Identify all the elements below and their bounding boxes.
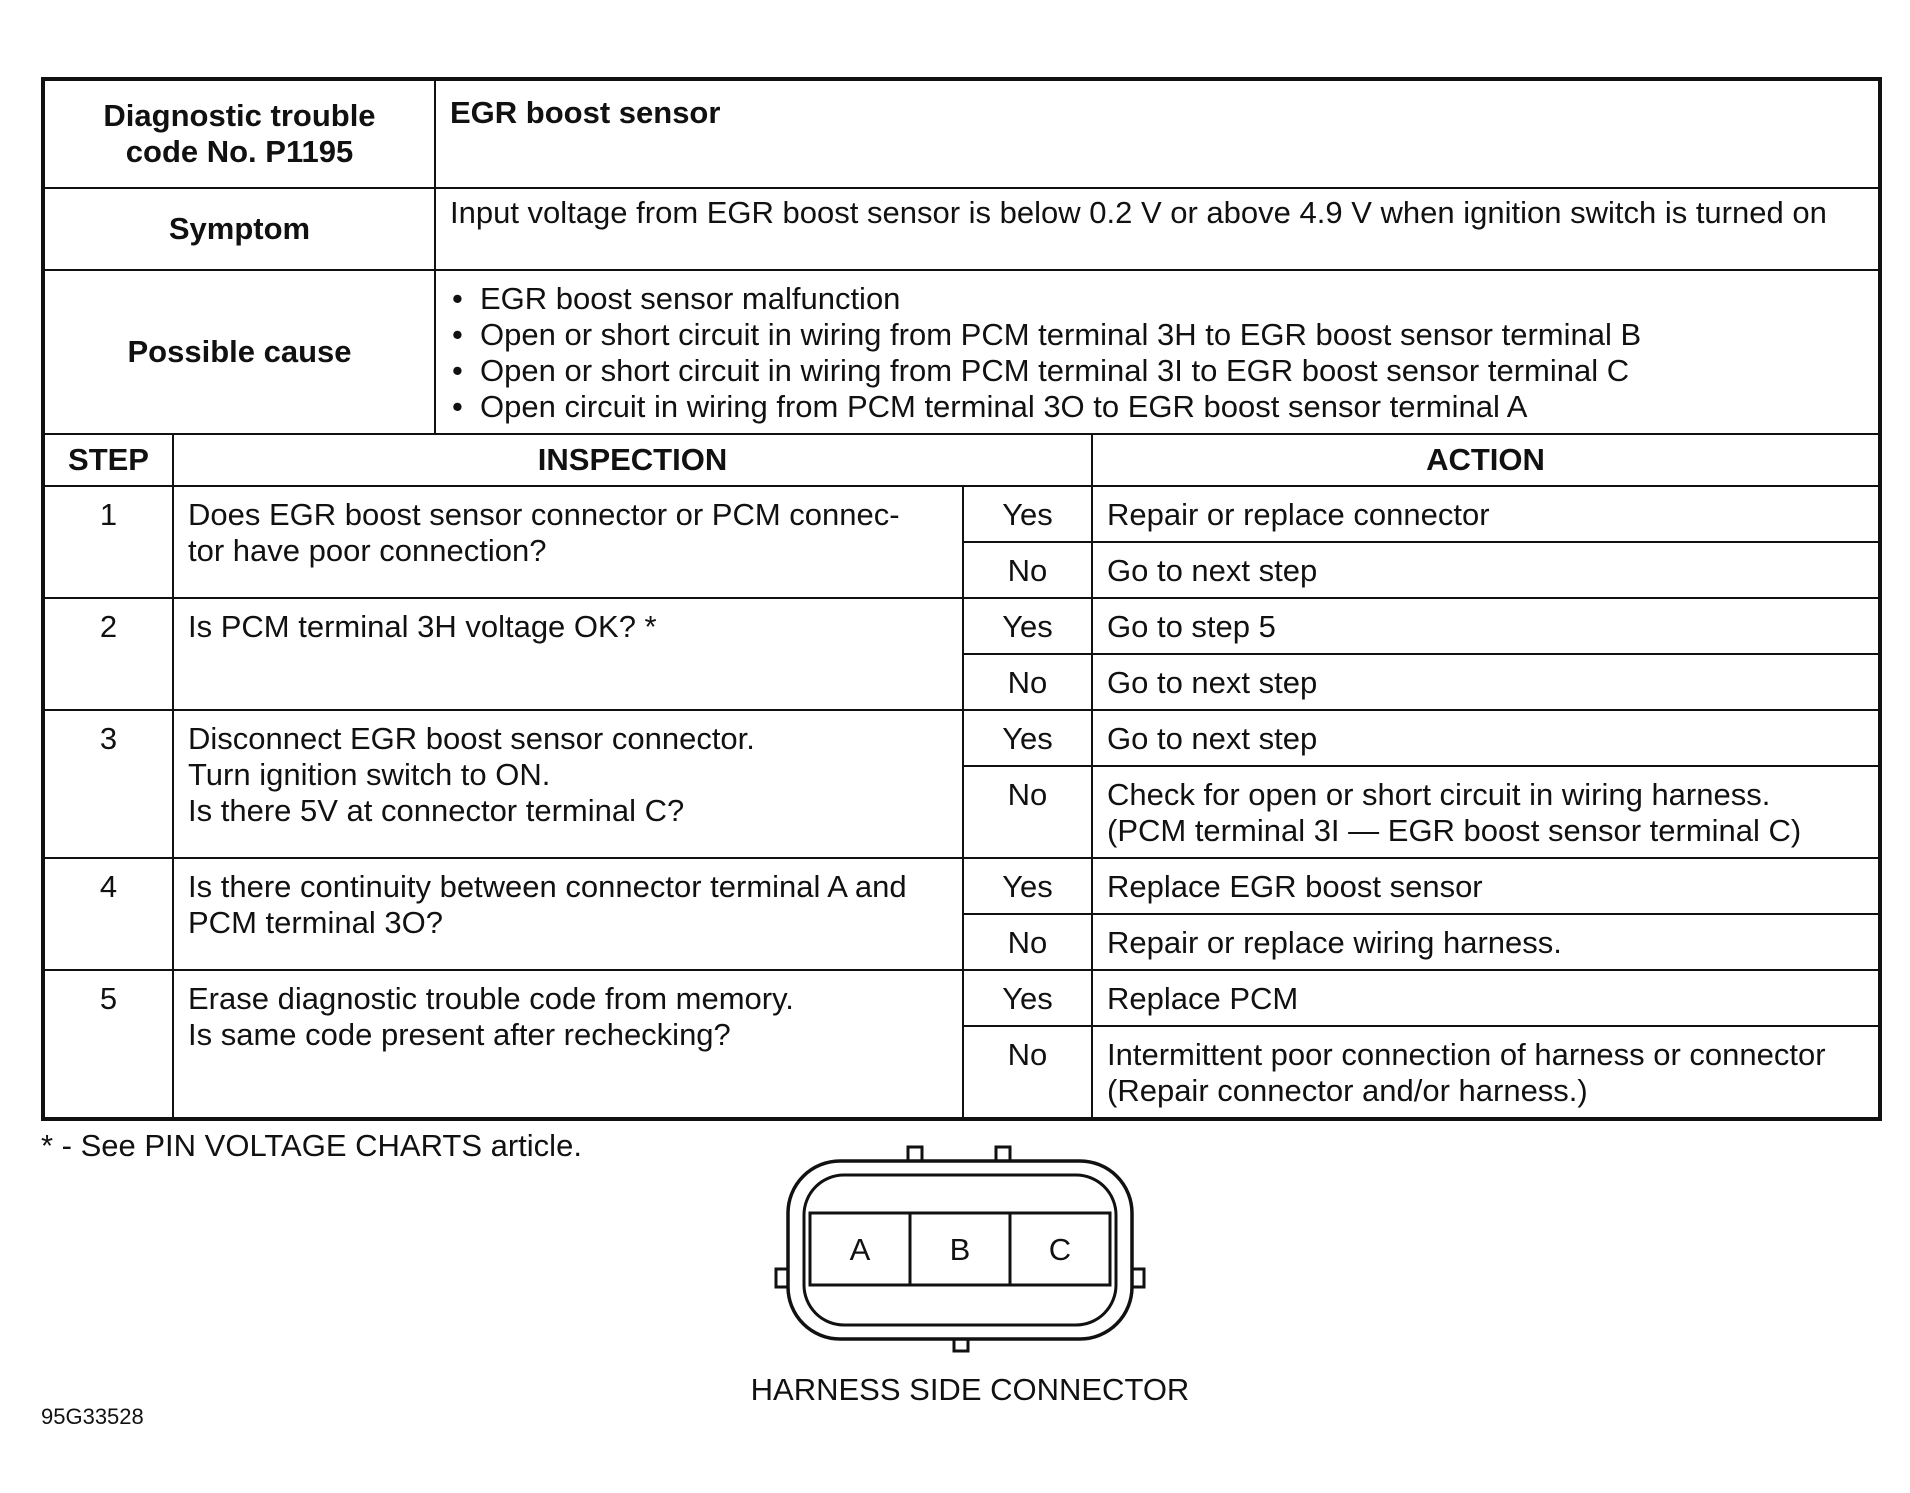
cause-item: • Open circuit in wiring from PCM terminal 3O to EGR boost sensor terminal A [450, 389, 1864, 425]
inspection-line: Turn ignition switch to ON. [188, 757, 551, 792]
dtc-row [43, 79, 1880, 188]
connector-tab [996, 1147, 1010, 1161]
connector-tab [776, 1269, 788, 1287]
action-line: (PCM terminal 3I — EGR boost sensor terminal C) [1107, 813, 1802, 848]
inspection-line: Is PCM terminal 3H voltage OK? * [188, 609, 657, 644]
yes-action: Go to step 5 [1092, 598, 1880, 654]
inspection-column-header: INSPECTION [173, 434, 1092, 486]
footnote: * - See PIN VOLTAGE CHARTS article. [41, 1128, 582, 1163]
inspection-line: Does EGR boost sensor connector or PCM connec- [188, 497, 900, 532]
no-action: Go to next step [1092, 542, 1880, 598]
step-row-yes [43, 486, 1880, 542]
cause-cell [435, 270, 1880, 434]
cause-label: Possible cause [43, 270, 435, 434]
step-row-yes [43, 710, 1880, 766]
yes-label: Yes [963, 858, 1092, 914]
column-header-row [43, 434, 1880, 486]
action-line: (Repair connector and/or harness.) [1107, 1073, 1588, 1108]
connector-tab [1132, 1269, 1144, 1287]
yes-action: Replace PCM [1092, 970, 1880, 1026]
step-row-yes [43, 858, 1880, 914]
no-action [1092, 1026, 1880, 1119]
dtc-title: EGR boost sensor [435, 79, 1880, 188]
action-line: Check for open or short circuit in wiring harness. [1107, 777, 1771, 812]
symptom-text: Input voltage from EGR boost sensor is below 0.2 V or above 4.9 V when ignition switch is turned on [435, 188, 1880, 270]
inspection-text [173, 970, 963, 1119]
cause-item: • EGR boost sensor malfunction [450, 281, 1864, 317]
yes-action: Go to next step [1092, 710, 1880, 766]
no-label: No [963, 766, 1092, 858]
step-row-yes [43, 970, 1880, 1026]
pin-b-label: B [949, 1232, 971, 1267]
inspection-line: Is there 5V at connector terminal C? [188, 793, 685, 828]
inspection-text [173, 858, 963, 970]
step-number: 2 [43, 598, 173, 710]
pin-a-label: A [849, 1232, 871, 1267]
connector-tab [908, 1147, 922, 1161]
action-column-header: ACTION [1092, 434, 1880, 486]
symptom-label: Symptom [43, 188, 435, 270]
connector-caption: HARNESS SIDE CONNECTOR [750, 1372, 1190, 1407]
inspection-text [173, 710, 963, 858]
step-number: 4 [43, 858, 173, 970]
no-label: No [963, 542, 1092, 598]
inspection-line: tor have poor connection? [188, 533, 547, 568]
no-label: No [963, 1026, 1092, 1119]
yes-action: Replace EGR boost sensor [1092, 858, 1880, 914]
inspection-line: Disconnect EGR boost sensor connector. [188, 721, 755, 756]
cause-row [43, 270, 1880, 434]
yes-label: Yes [963, 598, 1092, 654]
cause-list [436, 271, 1878, 433]
yes-label: Yes [963, 970, 1092, 1026]
step-row-yes [43, 598, 1880, 654]
figure-id: 95G33528 [41, 1404, 144, 1429]
no-action: Go to next step [1092, 654, 1880, 710]
inspection-line: Is there continuity between connector terminal A and [188, 869, 907, 904]
inspection-text [173, 486, 963, 598]
yes-action: Repair or replace connector [1092, 486, 1880, 542]
step-number: 3 [43, 710, 173, 858]
symptom-row [43, 188, 1880, 270]
harness-connector-diagram [770, 1145, 1150, 1365]
inspection-line: PCM terminal 3O? [188, 905, 443, 940]
no-action [1092, 766, 1880, 858]
yes-label: Yes [963, 486, 1092, 542]
step-column-header: STEP [43, 434, 173, 486]
inspection-line: Is same code present after rechecking? [188, 1017, 731, 1052]
diagnostic-table [41, 77, 1882, 1121]
step-number: 1 [43, 486, 173, 598]
no-label: No [963, 654, 1092, 710]
pin-c-label: C [1048, 1232, 1072, 1267]
no-action: Repair or replace wiring harness. [1092, 914, 1880, 970]
no-label: No [963, 914, 1092, 970]
inspection-text [173, 598, 963, 710]
action-line: Intermittent poor connection of harness or connector [1107, 1037, 1826, 1072]
cause-item: • Open or short circuit in wiring from PCM terminal 3H to EGR boost sensor terminal B [450, 317, 1864, 353]
yes-label: Yes [963, 710, 1092, 766]
inspection-line: Erase diagnostic trouble code from memory. [188, 981, 794, 1016]
cause-item: • Open or short circuit in wiring from PCM terminal 3I to EGR boost sensor terminal C [450, 353, 1864, 389]
dtc-label: Diagnostic trouble code No. P1195 [43, 79, 435, 188]
step-number: 5 [43, 970, 173, 1119]
